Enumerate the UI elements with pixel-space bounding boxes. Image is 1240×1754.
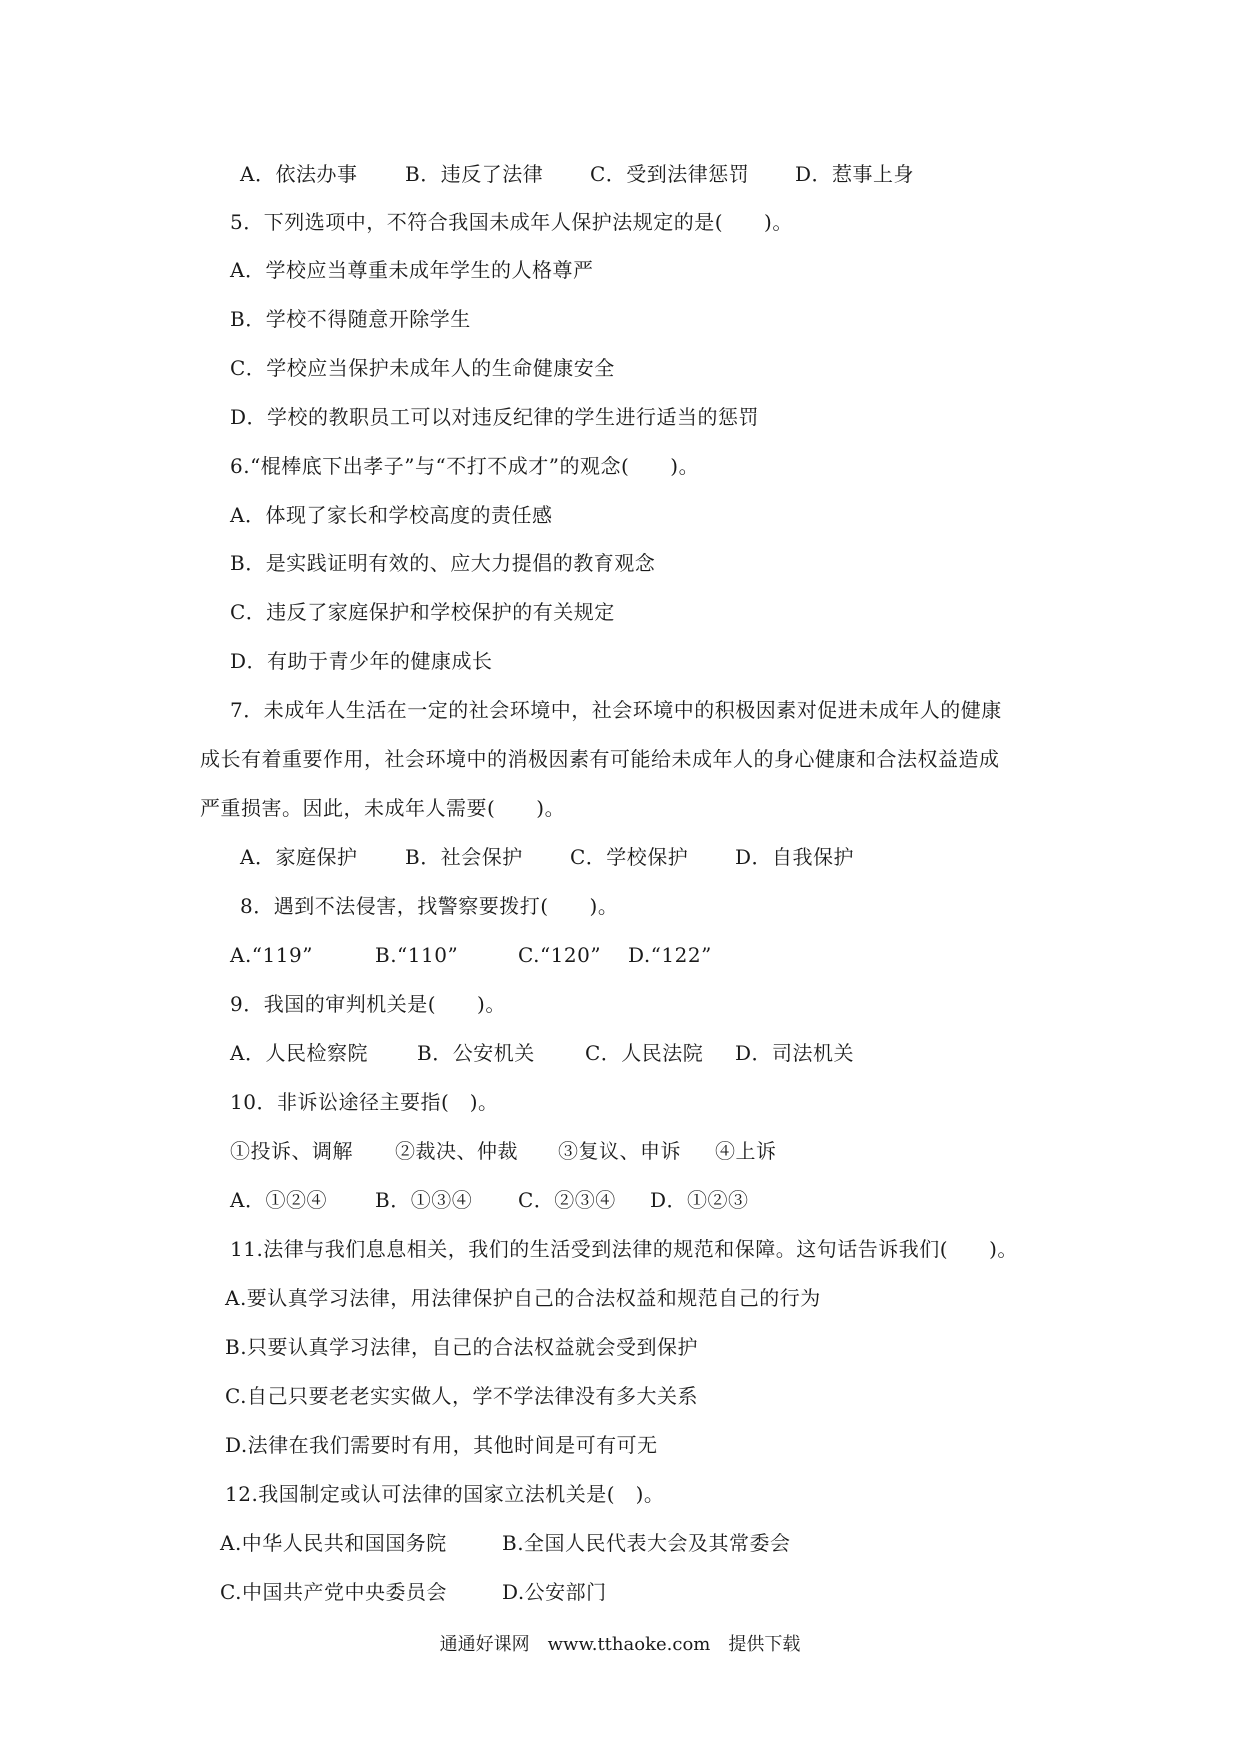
q8-option-d: D.“122” [628,943,712,967]
q12-option-a: A.中华人民共和国国务院 [220,1531,447,1555]
q11-stem: 11.法律与我们息息相关，我们的生活受到法律的规范和保障。这句话告诉我们( )。 [230,1237,1018,1261]
q6-option-a: A．体现了家长和学校高度的责任感 [230,503,553,527]
q7-option-d: D．自我保护 [735,845,855,869]
q8-option-a: A.“119” [230,943,313,967]
q8-option-b: B.“110” [375,943,459,967]
q4-option-c: C．受到法律惩罚 [590,162,750,186]
q10-option-d: D．①②③ [650,1188,749,1212]
q11-option-a: A.要认真学习法律，用法律保护自己的合法权益和规范自己的行为 [225,1286,821,1310]
q10-stem: 10．非诉讼途径主要指( )。 [230,1090,499,1114]
q9-stem: 9．我国的审判机关是( )。 [230,992,506,1016]
q12-option-b: B.全国人民代表大会及其常委会 [502,1531,791,1555]
q11-option-b: B.只要认真学习法律，自己的合法权益就会受到保护 [225,1335,699,1359]
q9-option-b: B．公安机关 [417,1041,535,1065]
q4-option-b: B．违反了法律 [405,162,544,186]
q5-option-c: C．学校应当保护未成年人的生命健康安全 [230,356,615,380]
q12-option-c: C.中国共产党中央委员会 [220,1580,447,1604]
q10-option-b: B．①③④ [375,1188,473,1212]
q10-option-c: C．②③④ [518,1188,616,1212]
q9-option-a: A．人民检察院 [230,1041,368,1065]
q5-option-d: D．学校的教职员工可以对违反纪律的学生进行适当的惩罚 [230,405,760,429]
q10-item-3: ③复议、申诉 [558,1139,681,1163]
q5-option-a: A．学校应当尊重未成年学生的人格尊严 [230,258,594,282]
q8-option-c: C.“120” [518,943,602,967]
q7-option-b: B．社会保护 [405,845,523,869]
q7-option-a: A．家庭保护 [240,845,358,869]
q11-option-c: C.自己只要老老实实做人，学不学法律没有多大关系 [225,1384,698,1408]
q4-option-a: A．依法办事 [240,162,358,186]
q8-stem: 8．遇到不法侵害，找警察要拨打( )。 [240,894,619,918]
q6-stem: 6.“棍棒底下出孝子”与“不打不成才”的观念( )。 [230,454,700,478]
q9-option-c: C．人民法院 [585,1041,704,1065]
q10-item-1: ①投诉、调解 [230,1139,353,1163]
q5-stem: 5．下列选项中，不符合我国未成年人保护法规定的是( )。 [230,210,793,234]
page-footer: 通通好课网 www.tthaoke.com 提供下载 [439,1634,801,1655]
q7-stem-line-1: 7．未成年人生活在一定的社会环境中，社会环境中的积极因素对促进未成年人的健康 [230,698,1002,722]
q6-option-b: B．是实践证明有效的、应大力提倡的教育观念 [230,551,656,575]
q7-option-c: C．学校保护 [570,845,689,869]
q12-option-d: D.公安部门 [502,1580,607,1604]
q7-stem-line-3: 严重损害。因此，未成年人需要( )。 [200,796,566,820]
q4-option-d: D．惹事上身 [795,162,915,186]
q10-option-a: A．①②④ [230,1188,327,1212]
q7-stem-line-2: 成长有着重要作用，社会环境中的消极因素有可能给未成年人的身心健康和合法权益造成 [200,747,1000,771]
q6-option-d: D．有助于青少年的健康成长 [230,649,493,673]
q9-option-d: D．司法机关 [735,1041,855,1065]
q11-option-d: D.法律在我们需要时有用，其他时间是可有可无 [225,1433,658,1457]
q5-option-b: B．学校不得随意开除学生 [230,307,471,331]
q10-item-4: ④上诉 [715,1139,777,1163]
q6-option-c: C．违反了家庭保护和学校保护的有关规定 [230,600,615,624]
q12-stem: 12.我国制定或认可法律的国家立法机关是( )。 [225,1482,665,1506]
q10-item-2: ②裁决、仲裁 [395,1139,518,1163]
